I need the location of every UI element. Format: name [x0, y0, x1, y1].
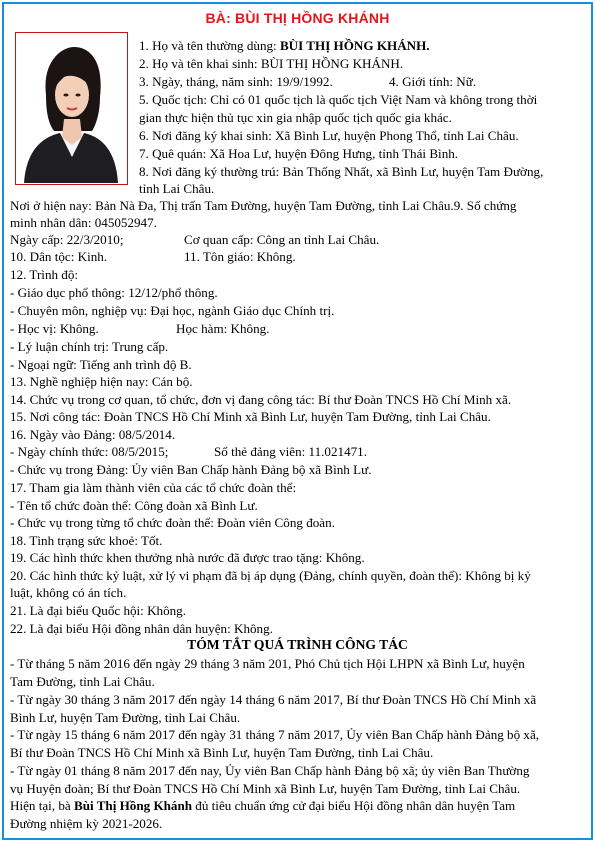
info-academic-title: Học hàm: Không. — [176, 321, 270, 336]
info-national-assembly: 21. Là đại biểu Quốc hội: Không. — [10, 603, 187, 618]
summary-item-3: - Từ ngày 15 tháng 6 năm 2017 đến ngày 31 tháng 7 năm 2017, Ủy viên Ban Chấp hành Đảng bộ xã, — [10, 727, 540, 742]
info-id-issuer: Cơ quan cấp: Công an tỉnh Lai Châu. — [184, 232, 380, 247]
summary-item-4: - Từ ngày 01 tháng 8 năm 2017 đến nay, Ủy viên Ban Chấp hành Đảng bộ xã; ủy viên Ban Thường — [10, 763, 530, 778]
summary-conclusion — [10, 797, 515, 814]
conclusion-prefix: Hiện tại, bà — [10, 798, 74, 813]
conclusion-suffix: đủ tiêu chuẩn ứng cử đại biểu Hội đồng nhân dân huyện Tam — [192, 798, 516, 813]
info-awards: 19. Các hình thức khen thưởng nhà nước đã được trao tặng: Không. — [10, 550, 365, 565]
info-discipline: 20. Các hình thức kỷ luật, xử lý vi phạm đã bị áp dụng (Đảng, chính quyền, đoàn thể): Không bị kỷ — [10, 568, 531, 583]
summary-item-2: - Từ ngày 30 tháng 3 năm 2017 đến ngày 14 tháng 6 năm 2017, Bí thư Đoàn TNCS Hồ Chí Minh xã — [10, 692, 537, 707]
summary-item-4-cont: vụ Huyện đoàn; Bí thư Đoàn TNCS Hồ Chí Minh xã Bình Lư, huyện Tam Đường, tỉnh Lai Châu. — [10, 781, 521, 796]
info-ethnicity: 10. Dân tộc: Kinh. — [10, 249, 108, 264]
info-party-join-date: 16. Ngày vào Đảng: 08/5/2014. — [10, 427, 176, 442]
info-discipline-cont: luật, không có án tích. — [10, 585, 127, 600]
full-name-value: BÙI THỊ HỒNG KHÁNH. — [279, 38, 430, 53]
info-organizations-heading: 17. Tham gia làm thành viên của các tổ chức đoàn thể: — [10, 480, 297, 495]
full-name-label: 1. Họ và tên thường dùng: — [139, 38, 280, 53]
portrait-photo — [15, 32, 128, 185]
summary-conclusion-cont: Đường nhiệm kỳ 2021-2026. — [10, 816, 163, 831]
info-party-card-number: Số thẻ đảng viên: 11.021471. — [214, 444, 367, 459]
summary-item-1: - Từ tháng 5 năm 2016 đến ngày 29 tháng 3 năm 201, Phó Chủ tịch Hội LHPN xã Bình Lư, huyện — [10, 656, 525, 671]
info-permanent-residence-cont: tỉnh Lai Châu. — [139, 181, 215, 196]
info-id-issue-date: Ngày cấp: 22/3/2010; — [10, 232, 124, 247]
page-title: BÀ: BÙI THỊ HỒNG KHÁNH — [205, 10, 390, 26]
info-occupation: 13. Nghề nghiệp hiện nay: Cán bộ. — [10, 374, 193, 389]
portrait-illustration — [16, 33, 126, 183]
info-position: 14. Chức vụ trong cơ quan, tổ chức, đơn vị đang công tác: Bí thư Đoàn TNCS Hồ Chí Minh xã. — [10, 392, 512, 407]
info-nationality-cont: gian thực hiện thủ tục xin gia nhập quốc tịch quốc gia khác. — [139, 110, 452, 125]
info-birth-name: 2. Họ và tên khai sinh: BÙI THỊ HỒNG KHÁNH. — [139, 56, 404, 71]
info-party-official-date: - Ngày chính thức: 08/5/2015; — [10, 444, 169, 459]
info-degree: - Học vị: Không. — [10, 321, 99, 336]
info-party-position: - Chức vụ trong Đảng: Ủy viên Ban Chấp hành Đảng bộ xã Bình Lư. — [10, 462, 372, 477]
info-religion: 11. Tôn giáo: Không. — [184, 249, 296, 264]
info-nationality: 5. Quốc tịch: Chỉ có 01 quốc tịch là quốc tịch Việt Nam và không trong thời — [139, 92, 538, 107]
info-organization-role: - Chức vụ trong từng tổ chức đoàn thể: Đoàn viên Công đoàn. — [10, 515, 335, 530]
summary-item-1-cont: Tam Đường, tỉnh Lai Châu. — [10, 674, 155, 689]
info-full-name — [139, 37, 430, 54]
info-district-council: 22. Là đại biểu Hội đồng nhân dân huyện: Không. — [10, 621, 273, 636]
info-current-residence: Nơi ở hiện nay: Bản Nà Đa, Thị trấn Tam Đường, huyện Tam Đường, tỉnh Lai Châu.9. Số chứng — [10, 198, 517, 213]
info-education-heading: 12. Trình độ: — [10, 267, 79, 282]
info-health: 18. Tình trạng sức khoẻ: Tốt. — [10, 533, 163, 548]
info-workplace: 15. Nơi công tác: Đoàn TNCS Hồ Chí Minh xã Bình Lư, huyện Tam Đường, tỉnh Lai Châu. — [10, 409, 491, 424]
summary-item-3-cont: Bí thư Đoàn TNCS Hồ Chí Minh xã Bình Lư, huyện Tam Đường, tỉnh Lai Châu. — [10, 745, 434, 760]
info-id-number: minh nhân dân: 045052947. — [10, 215, 157, 230]
info-permanent-residence: 8. Nơi đăng ký thường trú: Bản Thống Nhất, xã Bình Lư, huyện Tam Đường, — [139, 164, 544, 179]
info-hometown: 7. Quê quán: Xã Hoa Lư, huyện Đông Hưng, tỉnh Thái Bình. — [139, 146, 459, 161]
info-gender: 4. Giới tính: Nữ. — [389, 74, 477, 89]
info-political-theory: - Lý luận chính trị: Trung cấp. — [10, 339, 169, 354]
summary-item-2-cont: Bình Lư, huyện Tam Đường, tỉnh Lai Châu. — [10, 710, 241, 725]
info-birth-date: 3. Ngày, tháng, năm sinh: 19/9/1992. — [139, 74, 333, 89]
conclusion-name: Bùi Thị Hồng Khánh — [74, 798, 193, 813]
candidate-profile-page — [2, 2, 593, 840]
info-birth-registration: 6. Nơi đăng ký khai sinh: Xã Bình Lư, huyện Phong Thổ, tỉnh Lai Châu. — [139, 128, 519, 143]
info-foreign-language: - Ngoại ngữ: Tiếng anh trình độ B. — [10, 357, 192, 372]
summary-heading: TÓM TẮT QUÁ TRÌNH CÔNG TÁC — [187, 637, 408, 652]
info-general-education: - Giáo dục phổ thông: 12/12/phổ thông. — [10, 285, 218, 300]
info-organization-name: - Tên tổ chức đoàn thể: Công đoàn xã Bình Lư. — [10, 498, 258, 513]
info-specialization: - Chuyên môn, nghiệp vụ: Đại học, ngành Giáo dục Chính trị. — [10, 303, 335, 318]
